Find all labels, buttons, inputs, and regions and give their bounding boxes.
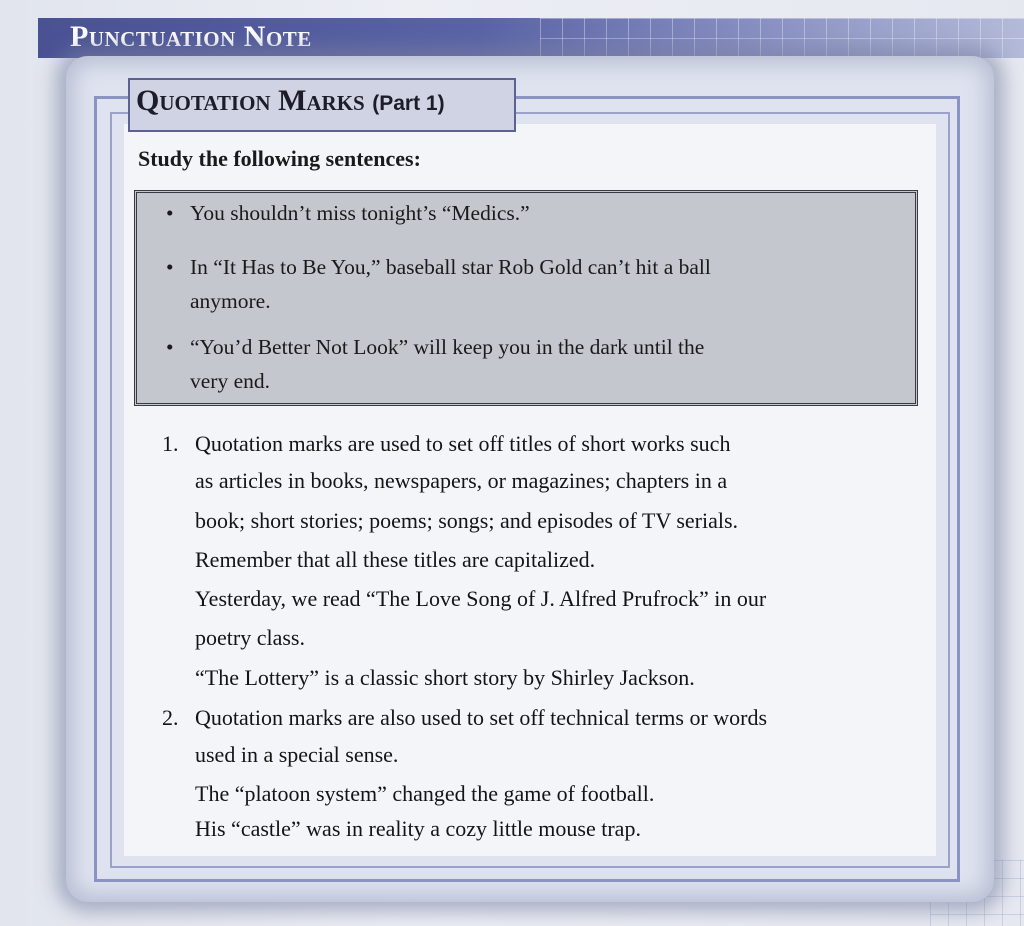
example-item <box>166 196 896 230</box>
rule-line: poetry class. <box>195 625 305 650</box>
section-part-label: (Part 1) <box>372 92 445 115</box>
example-item <box>166 250 896 318</box>
banner-title: Punctuation Note <box>70 20 312 53</box>
example-line: “You’d Better Not Look” will keep you in the dark until the <box>190 335 705 359</box>
study-label: Study the following sentences: <box>138 146 421 171</box>
rule-line: used in a special sense. <box>195 742 399 767</box>
rule-line: Yesterday, we read “The Love Song of J. Alfred Prufrock” in our <box>195 586 767 611</box>
bullet-icon: • <box>166 201 174 225</box>
rule-number: 1. <box>162 431 179 456</box>
example-line: very end. <box>190 369 270 393</box>
example-item <box>166 330 896 398</box>
rule-number: 2. <box>162 705 179 730</box>
example-line: In “It Has to Be You,” baseball star Rob Gold can’t hit a ball <box>190 255 711 279</box>
rule-line: book; short stories; poems; songs; and episodes of TV serials. <box>195 508 739 533</box>
example-line: You shouldn’t miss tonight’s “Medics.” <box>190 201 530 225</box>
rule-line: His “castle” was in reality a cozy little mouse trap. <box>195 816 641 841</box>
banner-grid-pattern <box>540 18 1024 58</box>
rule-line: “The Lottery” is a classic short story by Shirley Jackson. <box>195 665 695 690</box>
bullet-icon: • <box>166 255 174 279</box>
rule-line: The “platoon system” changed the game of football. <box>195 781 655 806</box>
section-title <box>136 84 445 118</box>
rule-line: Remember that all these titles are capitalized. <box>195 547 596 572</box>
example-line: anymore. <box>190 289 271 313</box>
section-title-text: Quotation Marks <box>136 84 365 117</box>
bullet-icon: • <box>166 335 174 359</box>
rule-line: Quotation marks are also used to set off technical terms or words <box>195 705 768 730</box>
rule-line: Quotation marks are used to set off titles of short works such <box>195 431 731 456</box>
rule-line: as articles in books, newspapers, or magazines; chapters in a <box>195 468 728 493</box>
